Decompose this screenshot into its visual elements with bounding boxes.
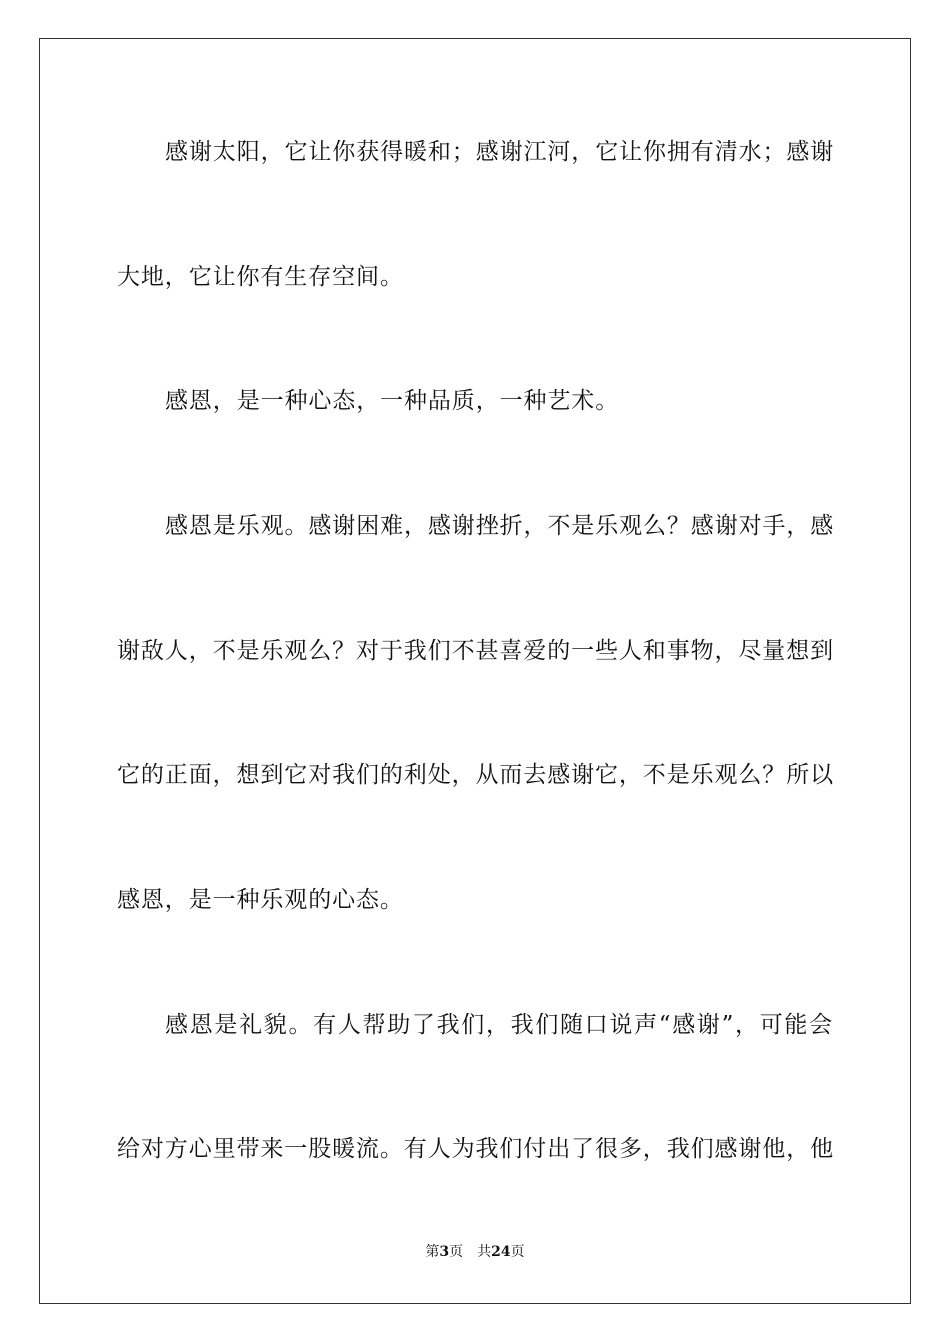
- page-border: [39, 38, 911, 1304]
- paragraph-4-line-1: 感恩是礼貌。有人帮助了我们，我们随口说声“感谢”，可能会: [165, 1012, 833, 1038]
- page-suffix: 页: [449, 1244, 464, 1260]
- paragraph-1-line-1: 感谢太阳，它让你获得暖和；感谢江河，它让你拥有清水；感谢: [165, 139, 835, 165]
- page-footer: [0, 1242, 950, 1262]
- paragraph-2-line-1: 感恩，是一种心态，一种品质，一种艺术。: [165, 388, 620, 414]
- paragraph-3-line-2: 谢敌人，不是乐观么？对于我们不甚喜爱的一些人和事物，尽量想到: [117, 638, 834, 664]
- total-prefix: 共: [477, 1244, 492, 1260]
- total-pages: 24: [491, 1244, 511, 1260]
- paragraph-4-line-2: 给对方心里带来一股暖流。有人为我们付出了很多，我们感谢他，他: [117, 1136, 834, 1162]
- paragraph-1-line-2: 大地，它让你有生存空间。: [117, 264, 404, 290]
- page-prefix: 第: [425, 1244, 440, 1260]
- page-number: 3: [439, 1244, 450, 1260]
- paragraph-3-line-3: 它的正面，想到它对我们的利处，从而去感谢它，不是乐观么？所以: [117, 762, 834, 788]
- paragraph-3-line-1: 感恩是乐观。感谢困难，感谢挫折，不是乐观么？感谢对手，感: [165, 513, 835, 539]
- total-suffix: 页: [510, 1244, 525, 1260]
- paragraph-3-line-4: 感恩，是一种乐观的心态。: [117, 887, 404, 913]
